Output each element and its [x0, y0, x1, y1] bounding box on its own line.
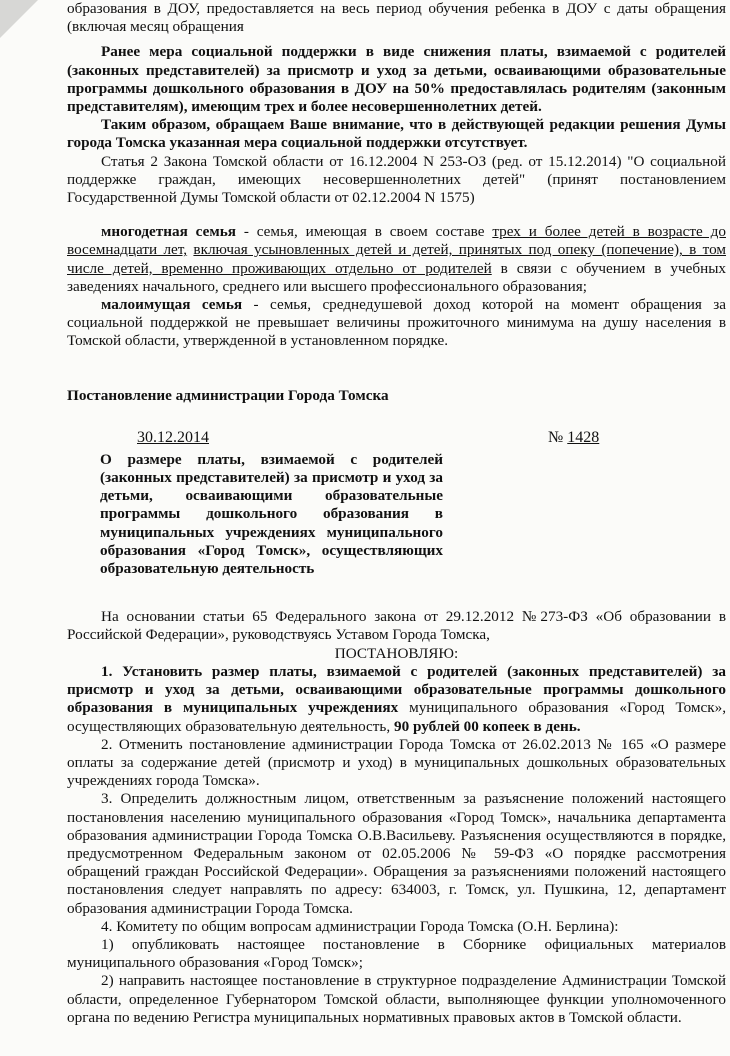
- paragraph-attention-note: Таким образом, обращаем Ваше внимание, что в действующей редакции решения Думы города Томска указанная мера социальной поддержки отсутствует.: [67, 116, 726, 152]
- resolution-heading: Постановление администрации Города Томска: [67, 386, 389, 404]
- definition-text: в связи с обучением в учебных заведениях начального, среднего или высшего профессионального образования;: [67, 259, 726, 295]
- definition-text: - семья, среднедушевой доход которой на момент обращения за социальной поддержкой не превышает величины прожиточного минимума на душу населения в Томской области, утвержденной в установленном порядке.: [67, 296, 726, 350]
- folded-page-corner: [0, 0, 38, 38]
- term-large-family: многодетная семья: [101, 223, 236, 241]
- number-value: 1428: [567, 428, 600, 446]
- item-1-amount: 90 рублей 00 копеек в день.: [393, 717, 581, 735]
- resolution-number: [548, 429, 599, 447]
- term-low-income: малоимущая семья: [101, 296, 243, 314]
- resolution-item-4: 4. Комитету по общим вопросам администрации Города Томска (О.Н. Берлина):: [101, 917, 619, 935]
- number-prefix: №: [548, 428, 564, 446]
- resolution-title: О размере платы, взимаемой с родителей (законных представителей) за присмотр и уход за детьми, осваивающими образовательные программы дошкольного образования в муниципальных учреждениях муниципального образования «Город Томск», осуществляющих образовательную деятельность: [100, 450, 443, 578]
- resolution-item-3: 3. Определить должностным лицом, ответственным за разъяснение положений настоящего постановления населению муниципального образования «Город Томск», начальника департамента образования администрации Города Томска О.В.Васильеву. Разъяснения осуществляются в порядке, предусмотренном Федеральным законом от 02.05.2006 № 59-ФЗ «О порядке рассмотрения обращений граждан Российской Федерации». Обращения за разъяснениями положений настоящего постановления следует направлять по адресу: 634003, г. Томск, ул. Пушкина, 12, департамент образования администрации Города Томска.: [67, 790, 726, 917]
- spacer: [67, 207, 726, 223]
- resolution-title-block: [100, 451, 443, 578]
- item-1-text: муниципального образования «Город Томск», осуществляющих образовательную деятельность,: [67, 699, 726, 735]
- definition-text: - семья, имеющая в своем составе: [235, 223, 493, 241]
- definition-large-family: [67, 223, 726, 296]
- paragraph-former-measure: Ранее мера социальной поддержки в виде снижения платы, взимаемой с родителей (законных представителей) за присмотр и уход за детьми, осваивающими образовательные программы дошкольного образования в ДОУ на 50% предоставлялась родителям (законным представителям), имеющим трех и более несовершеннолетних детей.: [67, 43, 726, 116]
- resolution-item-2: 2. Отменить постановление администрации Города Томска от 26.02.2013 № 165 «О размере оплаты за содержание детей (присмотр и уход) в муниципальных дошкольных образовательных учреждениях города Томска».: [67, 735, 726, 790]
- document-page: [67, 0, 726, 1027]
- underlined-text: трех и более детей в возрасте до восемнадцати лет,: [67, 223, 726, 259]
- resolution-item-1: [67, 663, 726, 736]
- resolution-item-4-2: 2) направить настоящее постановление в структурное подразделение Администрации Томской области, определенное Губернатором Томской области, выполняющее функции уполномоченного органа по ведению Регистра муниципальных нормативных правовых актов в Томской области.: [67, 972, 726, 1026]
- resolution-item-4-1: 1) опубликовать настоящее постановление в Сборнике официальных материалов муниципального образования «Город Томск»;: [67, 935, 726, 972]
- underlined-text: включая усыновленных детей и детей, принятых под опеку (попечение), в том числе детей, временно проживающих отдельно от родителей: [67, 241, 727, 277]
- definition-low-income: [67, 296, 726, 351]
- paragraph-law-reference: Статья 2 Закона Томской области от 16.12.2004 N 253-ОЗ (ред. от 15.12.2014) "О социальной поддержке граждан, имеющих несовершеннолетних детей" (принят постановлением Государственной Думы Томской области от 02.12.2004 N 1575): [67, 152, 726, 207]
- item-1-bold: 1. Установить размер платы, взимаемой с родителей (законных представителей) за присмотр и уход за детьми, осваивающими образовательные программы дошкольного образования в муниципальных учреждениях: [67, 662, 726, 717]
- resolution-preamble: На основании статьи 65 Федерального закона от 29.12.2012 №273-ФЗ «Об образовании в Российской Федерации», руководствуясь Уставом Города Томска,: [67, 608, 726, 644]
- decree-word: ПОСТАНОВЛЯЮ:: [334, 644, 459, 662]
- resolution-date: 30.12.2014: [137, 428, 209, 446]
- paragraph-previous-tail: образования в ДОУ, предоставляется на весь период обучения ребенка в ДОУ с даты обращения (включая месяц обращения: [67, 0, 726, 36]
- resolution-date-number-row: [67, 429, 726, 451]
